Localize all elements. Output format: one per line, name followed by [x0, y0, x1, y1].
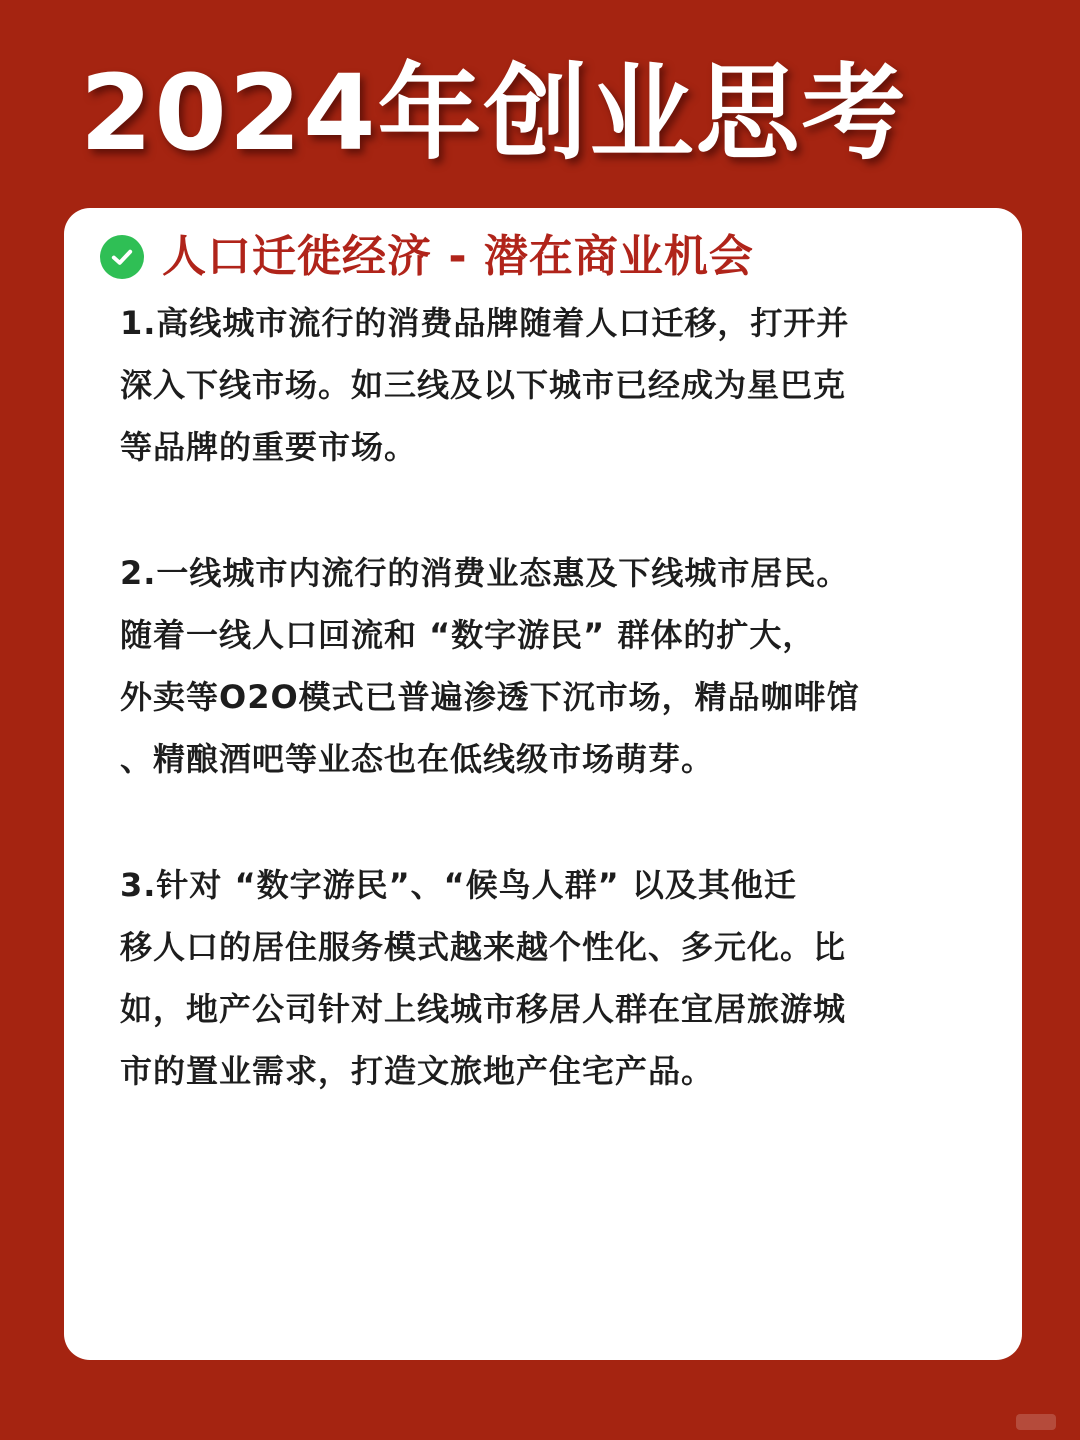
- points-list: [120, 292, 970, 1166]
- point-line: 深入下线市场。如三线及以下城市已经成为星巴克: [120, 366, 847, 404]
- watermark-logo: [1016, 1414, 1056, 1430]
- point-line: 等品牌的重要市场。: [120, 428, 418, 466]
- point-line: 、精酿酒吧等业态也在低线级市场萌芽。: [120, 740, 715, 778]
- point-item: [120, 292, 970, 478]
- point-line: 如，地产公司针对上线城市移居人群在宜居旅游城: [120, 990, 847, 1028]
- point-line: 外卖等O2O模式已普遍渗透下沉市场，精品咖啡馆: [120, 678, 860, 716]
- check-circle-icon: [100, 235, 144, 279]
- section-header: [100, 228, 754, 286]
- point-line: 3.针对 “数字游民”、“候鸟人群” 以及其他迁: [120, 866, 797, 904]
- point-line: 2.一线城市内流行的消费业态惠及下线城市居民。: [120, 554, 850, 592]
- point-line: 1.高线城市流行的消费品牌随着人口迁移，打开并: [120, 304, 850, 342]
- point-line: 移人口的居住服务模式越来越个性化、多元化。比: [120, 928, 847, 966]
- section-heading: 人口迁徙经济 - 潜在商业机会: [162, 231, 754, 282]
- point-line: 市的置业需求，打造文旅地产住宅产品。: [120, 1052, 715, 1090]
- content-card: [64, 208, 1022, 1360]
- point-line: 随着一线人口回流和 “数字游民” 群体的扩大，: [120, 616, 816, 654]
- point-item: [120, 854, 970, 1102]
- page-title: 2024年创业思考: [80, 52, 908, 174]
- point-item: [120, 542, 970, 790]
